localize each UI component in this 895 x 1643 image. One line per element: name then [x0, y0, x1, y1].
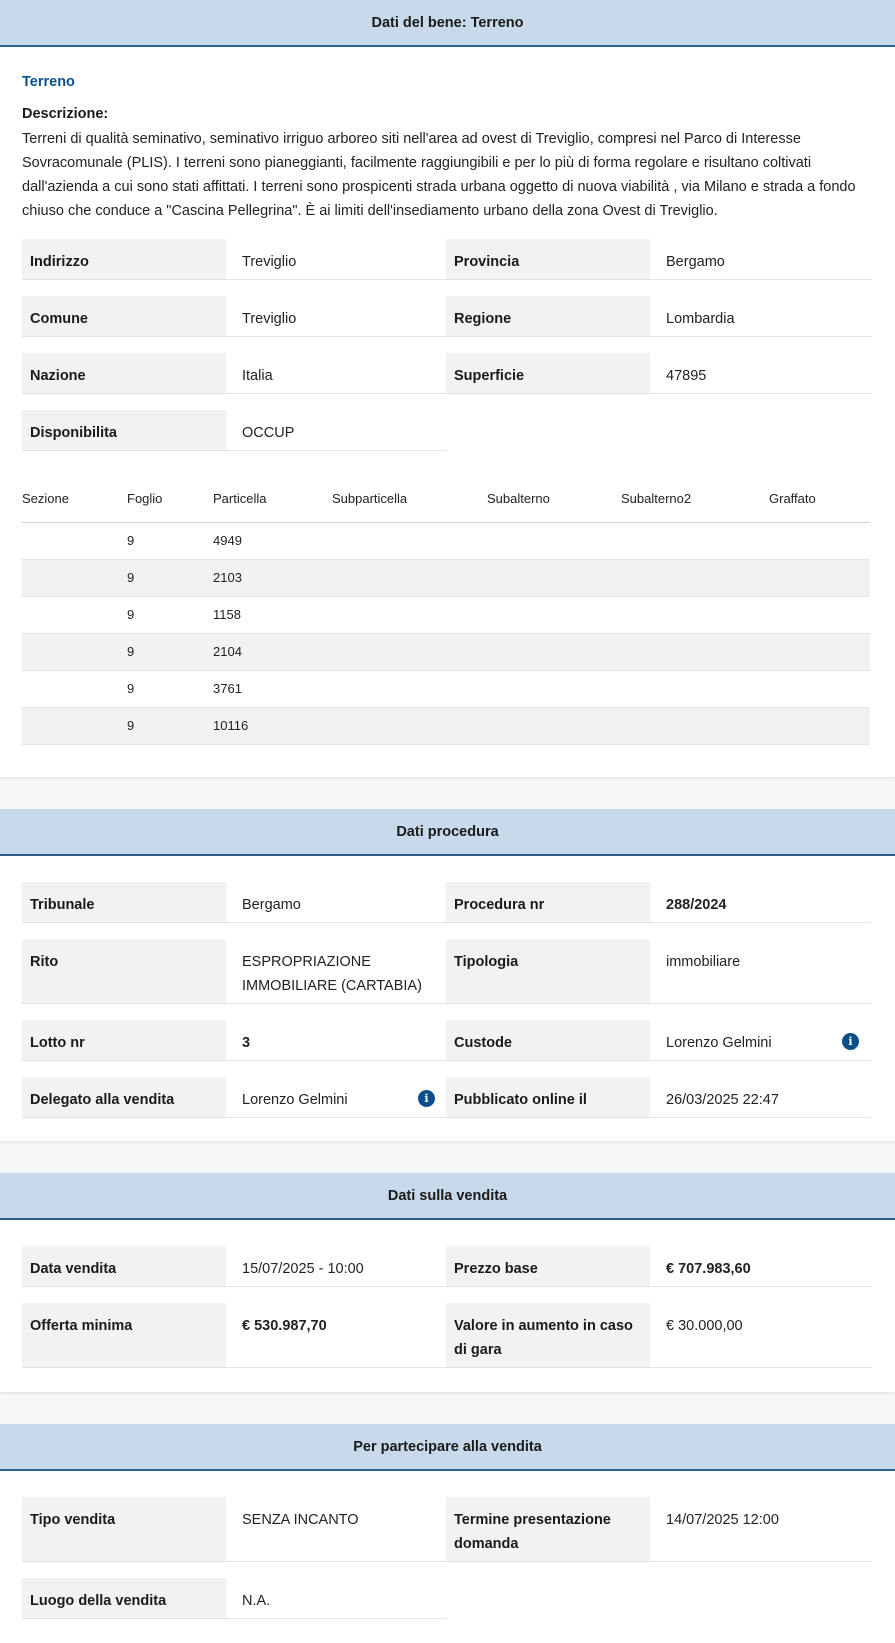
cell-particella: 4949 [213, 522, 332, 559]
cell-particella: 1158 [213, 596, 332, 633]
cell-foglio: 9 [127, 559, 213, 596]
field-label: Lotto nr [22, 1020, 226, 1060]
cell-particella: 10116 [213, 707, 332, 744]
field-indirizzo [22, 239, 447, 280]
field-provincia [446, 239, 871, 280]
column-header: Subalterno [487, 476, 621, 522]
custode-name: Lorenzo Gelmini [666, 1035, 772, 1051]
field-value [650, 1020, 871, 1060]
field-label: Superficie [446, 353, 650, 393]
table-row [22, 596, 870, 633]
field-offerta-minima [22, 1303, 447, 1368]
field-label: Indirizzo [22, 239, 226, 279]
table-header-row [22, 476, 870, 522]
cell-foglio: 9 [127, 707, 213, 744]
field-comune [22, 296, 447, 337]
field-label: Offerta minima [22, 1303, 226, 1367]
cell-subparticella [332, 670, 487, 707]
field-label: Rito [22, 939, 226, 1003]
field-label: Data vendita [22, 1246, 226, 1286]
cell-subalterno2 [621, 596, 769, 633]
card-dati-procedura [0, 809, 895, 1141]
cell-subalterno2 [621, 633, 769, 670]
description-label: Descrizione: [22, 106, 109, 122]
card-dati-vendita [0, 1173, 895, 1392]
table-row [22, 633, 870, 670]
cell-foglio: 9 [127, 596, 213, 633]
field-value: 15/07/2025 - 10:00 [242, 1261, 364, 1277]
info-icon[interactable]: i [842, 1033, 859, 1050]
card-header-dati-vendita: Dati sulla vendita [0, 1173, 895, 1220]
cell-subalterno [487, 633, 621, 670]
cell-subalterno [487, 670, 621, 707]
field-value: Treviglio [242, 311, 297, 327]
field-value: Bergamo [242, 897, 301, 913]
field-value: immobiliare [666, 954, 741, 970]
card-header-dati-bene: Dati del bene: Terreno [0, 0, 895, 47]
field-value: Italia [242, 368, 273, 384]
cell-subparticella [332, 559, 487, 596]
field-value: 14/07/2025 12:00 [666, 1512, 779, 1528]
field-label: Tipo vendita [22, 1497, 226, 1561]
field-label: Regione [446, 296, 650, 336]
column-header: Graffato [769, 476, 870, 522]
field-custode [446, 1020, 871, 1061]
field-tipo-vendita [22, 1497, 447, 1562]
column-header: Foglio [127, 476, 213, 522]
field-disponibilita [22, 410, 447, 451]
field-value: 3 [242, 1035, 251, 1051]
field-value: Treviglio [242, 254, 297, 270]
card-header-dati-procedura: Dati procedura [0, 809, 895, 856]
cell-subparticella [332, 633, 487, 670]
cell-subalterno [487, 522, 621, 559]
cell-subalterno2 [621, 707, 769, 744]
field-lotto [22, 1020, 447, 1061]
field-value: N.A. [242, 1593, 271, 1609]
cell-graffato [769, 522, 870, 559]
field-label: Custode [446, 1020, 650, 1060]
field-pubblicato [446, 1077, 871, 1118]
cell-graffato [769, 633, 870, 670]
field-label: Provincia [446, 239, 650, 279]
field-tribunale [22, 882, 447, 923]
field-label: Prezzo base [446, 1246, 650, 1286]
column-header: Particella [213, 476, 332, 522]
field-label: Luogo della vendita [22, 1578, 226, 1618]
cell-sezione [22, 522, 127, 559]
bene-subtitle: Terreno [22, 74, 75, 90]
field-value: € 30.000,00 [666, 1318, 743, 1334]
cell-particella: 3761 [213, 670, 332, 707]
column-header: Subalterno2 [621, 476, 769, 522]
cell-sezione [22, 596, 127, 633]
field-aumento [446, 1303, 871, 1368]
field-nazione [22, 353, 447, 394]
field-label: Disponibilita [22, 410, 226, 450]
table-row [22, 522, 870, 559]
field-value: SENZA INCANTO [242, 1512, 359, 1528]
card-partecipare [0, 1424, 895, 1643]
cell-sezione [22, 559, 127, 596]
cell-subalterno2 [621, 559, 769, 596]
field-tipologia [446, 939, 871, 1004]
field-value: € 707.983,60 [666, 1261, 751, 1277]
cell-graffato [769, 707, 870, 744]
cell-subalterno [487, 596, 621, 633]
cell-graffato [769, 670, 870, 707]
column-header: Sezione [22, 476, 127, 522]
field-label: Procedura nr [446, 882, 650, 922]
card-header-partecipare: Per partecipare alla vendita [0, 1424, 895, 1471]
field-value: 26/03/2025 22:47 [666, 1092, 779, 1108]
table-row [22, 559, 870, 596]
table-row [22, 670, 870, 707]
column-header: Subparticella [332, 476, 487, 522]
cell-subalterno [487, 559, 621, 596]
field-label: Comune [22, 296, 226, 336]
cell-particella: 2104 [213, 633, 332, 670]
info-icon[interactable]: i [418, 1090, 435, 1107]
cell-subparticella [332, 522, 487, 559]
cell-subalterno [487, 707, 621, 744]
field-value: 288/2024 [666, 897, 727, 913]
field-label: Nazione [22, 353, 226, 393]
field-label: Termine presentazione domanda [446, 1497, 650, 1561]
cell-graffato [769, 596, 870, 633]
cell-graffato [769, 559, 870, 596]
field-label: Tipologia [446, 939, 650, 1003]
field-value [226, 1077, 447, 1117]
field-procedura-nr [446, 882, 871, 923]
field-value: Lombardia [666, 311, 735, 327]
field-value: ESPROPRIAZIONE IMMOBILIARE (CARTABIA) [242, 954, 422, 994]
table-row [22, 707, 870, 744]
cadastral-table [22, 476, 870, 745]
cell-subparticella [332, 596, 487, 633]
field-data-vendita [22, 1246, 447, 1287]
field-label: Valore in aumento in caso di gara [446, 1303, 650, 1367]
field-label: Delegato alla vendita [22, 1077, 226, 1117]
cell-foglio: 9 [127, 633, 213, 670]
field-value: Bergamo [666, 254, 725, 270]
field-delegato [22, 1077, 447, 1118]
cell-particella: 2103 [213, 559, 332, 596]
field-termine [446, 1497, 871, 1562]
field-superficie [446, 353, 871, 394]
description-text: Terreni di qualità seminativo, seminativo irriguo arboreo siti nell'area ad ovest di Treviglio, compresi nel Parco di Interesse Sovracomunale (PLIS). I terreni sono pianeggianti, facilmente raggiungibili e per lo più di forma regolare e risultano coltivati dall'azienda a cui sono stati affittati. I terreni sono prospicenti strada urbana oggetto di nuova viabilità , via Milano e strada a fondo chiuso che conduce a "Cascina Pellegrina". È ai limiti dell'insediamento urbano della zona Ovest di Treviglio. [22, 131, 856, 219]
delegato-name: Lorenzo Gelmini [242, 1092, 348, 1108]
field-prezzo-base [446, 1246, 871, 1287]
field-value: € 530.987,70 [242, 1318, 327, 1334]
field-rito [22, 939, 447, 1004]
cell-foglio: 9 [127, 670, 213, 707]
field-regione [446, 296, 871, 337]
field-label: Tribunale [22, 882, 226, 922]
field-value: OCCUP [242, 425, 295, 441]
cell-sezione [22, 670, 127, 707]
card-dati-bene [0, 0, 895, 777]
cell-subalterno2 [621, 522, 769, 559]
cell-subparticella [332, 707, 487, 744]
cell-subalterno2 [621, 670, 769, 707]
cell-sezione [22, 707, 127, 744]
cell-sezione [22, 633, 127, 670]
field-value: 47895 [666, 368, 707, 384]
cell-foglio: 9 [127, 522, 213, 559]
field-label: Pubblicato online il [446, 1077, 650, 1117]
field-luogo [22, 1578, 447, 1619]
